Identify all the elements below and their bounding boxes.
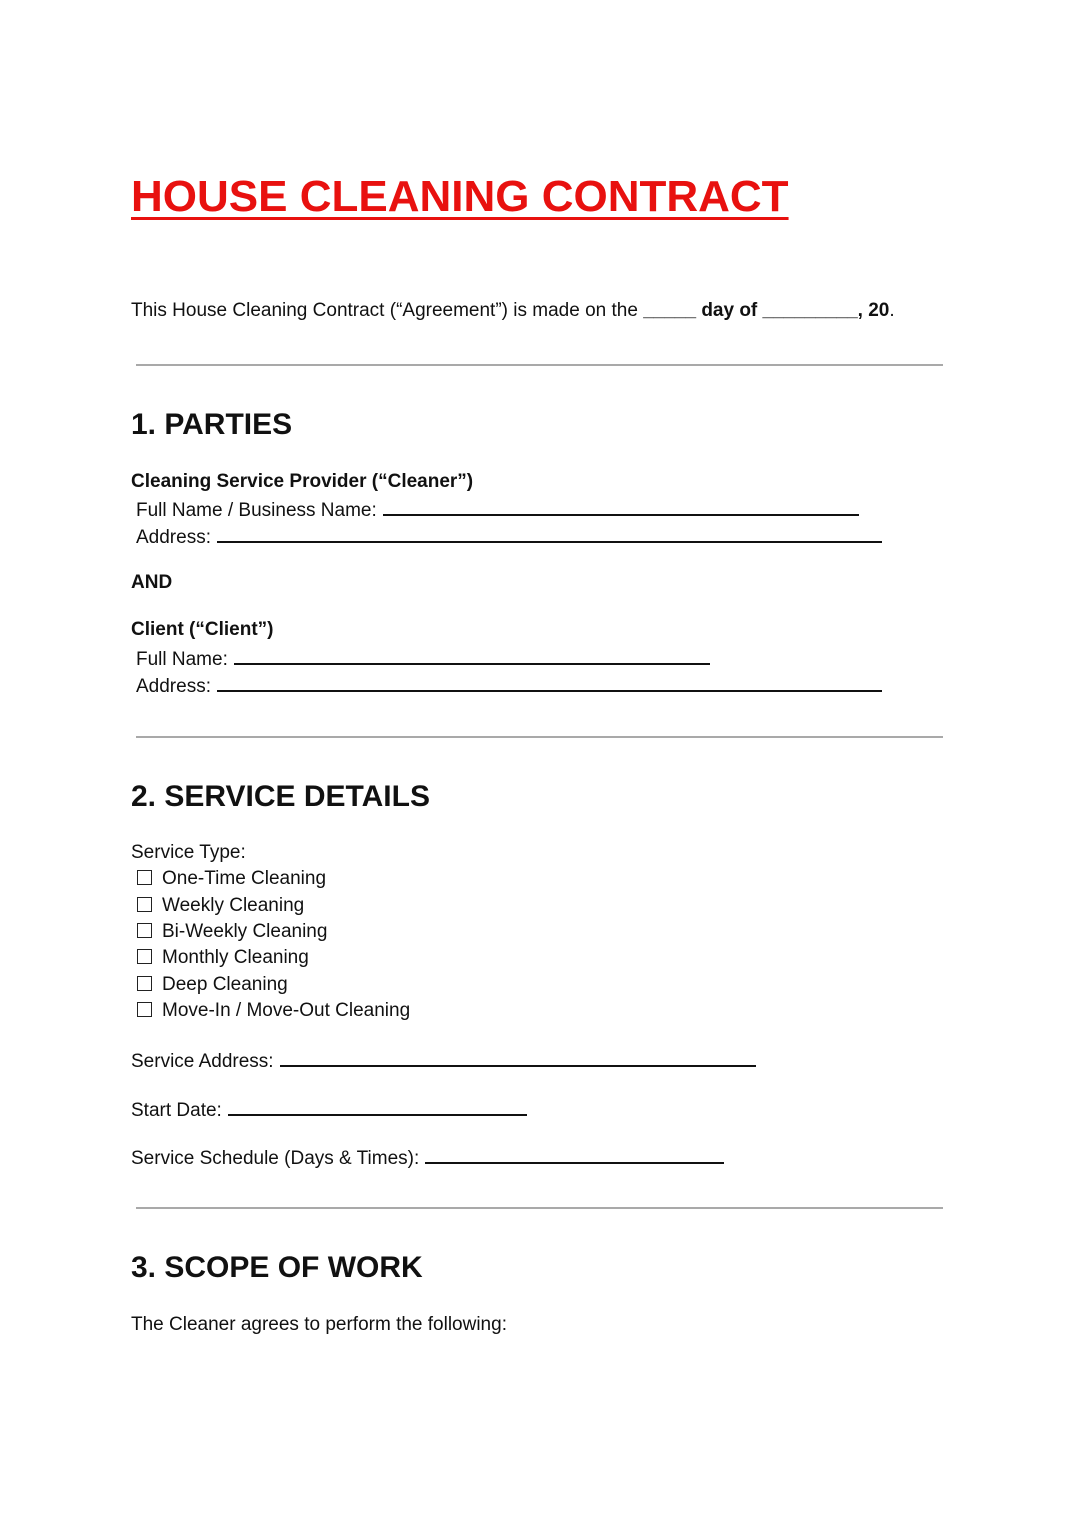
checkbox-icon[interactable] xyxy=(137,976,152,991)
client-address-label: Address: xyxy=(136,676,211,697)
cleaner-name-label: Full Name / Business Name: xyxy=(136,500,377,521)
service-option-label: Monthly Cleaning xyxy=(162,947,309,968)
section-divider xyxy=(136,1207,943,1209)
checkbox-icon[interactable] xyxy=(137,923,152,938)
document-title: HOUSE CLEANING CONTRACT xyxy=(131,172,789,221)
client-heading: Client (“Client”) xyxy=(131,619,274,640)
service-option[interactable] xyxy=(137,947,309,969)
start-date-label: Start Date: xyxy=(131,1100,222,1121)
checkbox-icon[interactable] xyxy=(137,897,152,912)
day-blank[interactable]: _____ xyxy=(643,300,697,321)
service-option-label: Deep Cleaning xyxy=(162,974,288,995)
section-divider xyxy=(136,736,943,738)
service-option[interactable] xyxy=(137,1000,410,1022)
schedule-field[interactable] xyxy=(425,1145,724,1164)
and-label: AND xyxy=(131,572,173,593)
checkbox-icon[interactable] xyxy=(137,949,152,964)
year-label: , 20 xyxy=(857,300,890,321)
cleaner-name-row xyxy=(136,497,859,522)
schedule-row xyxy=(131,1145,724,1170)
cleaner-address-field[interactable] xyxy=(217,524,882,543)
day-of-label: day of xyxy=(701,300,758,321)
service-option[interactable] xyxy=(137,921,327,943)
service-option-label: One-Time Cleaning xyxy=(162,868,327,889)
checkbox-icon[interactable] xyxy=(137,870,152,885)
cleaner-address-label: Address: xyxy=(136,527,211,548)
start-date-field[interactable] xyxy=(228,1097,527,1116)
service-option[interactable] xyxy=(137,895,304,917)
client-address-row xyxy=(136,673,882,698)
schedule-label: Service Schedule (Days & Times): xyxy=(131,1148,420,1169)
client-name-label: Full Name: xyxy=(136,649,228,670)
service-type-label: Service Type: xyxy=(131,842,246,863)
service-heading: 2. SERVICE DETAILS xyxy=(131,780,430,813)
start-date-row xyxy=(131,1097,527,1122)
section-divider xyxy=(136,364,943,366)
cleaner-heading: Cleaning Service Provider (“Cleaner”) xyxy=(131,471,474,492)
client-address-field[interactable] xyxy=(217,673,882,692)
cleaner-address-row xyxy=(136,524,882,549)
checkbox-icon[interactable] xyxy=(137,1002,152,1017)
scope-intro: The Cleaner agrees to perform the following: xyxy=(131,1314,507,1335)
intro-prefix: This House Cleaning Contract (“Agreement”) is made on the xyxy=(131,300,638,321)
service-option[interactable] xyxy=(137,974,288,996)
service-option-label: Bi-Weekly Cleaning xyxy=(162,921,328,942)
month-blank[interactable]: _________ xyxy=(762,300,858,321)
agreement-intro xyxy=(131,300,895,322)
intro-end: . xyxy=(889,300,895,321)
scope-heading: 3. SCOPE OF WORK xyxy=(131,1251,423,1284)
cleaner-name-field[interactable] xyxy=(383,497,859,516)
service-address-field[interactable] xyxy=(280,1048,756,1067)
service-address-row xyxy=(131,1048,756,1073)
parties-heading: 1. PARTIES xyxy=(131,408,293,441)
service-address-label: Service Address: xyxy=(131,1051,274,1072)
client-name-row xyxy=(136,646,710,671)
service-option[interactable] xyxy=(137,868,326,890)
client-name-field[interactable] xyxy=(234,646,710,665)
service-option-label: Move-In / Move-Out Cleaning xyxy=(162,1000,411,1021)
service-option-label: Weekly Cleaning xyxy=(162,895,305,916)
